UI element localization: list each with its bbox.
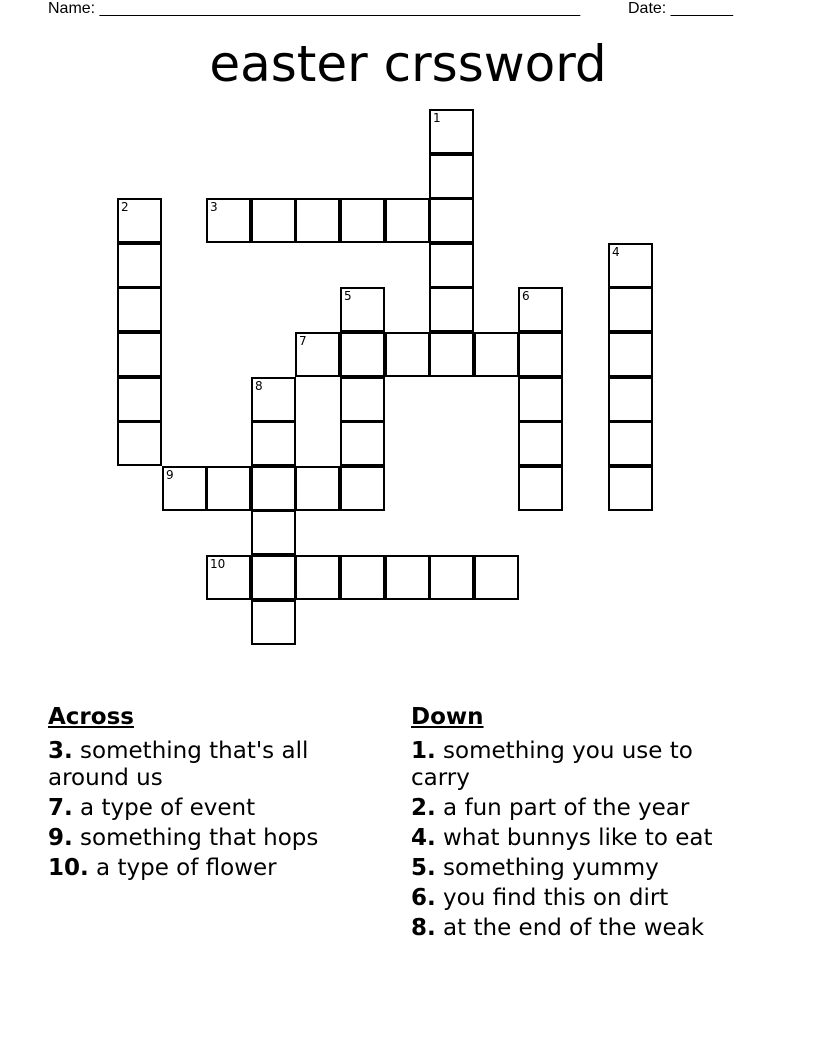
crossword-cell[interactable] [608,377,653,422]
crossword-cell[interactable] [608,243,653,288]
crossword-cell[interactable] [117,243,162,288]
cell-number: 1 [433,111,441,125]
crossword-cell[interactable] [385,555,430,600]
clue-text: something you use to carry [411,738,693,791]
crossword-cell[interactable] [162,466,207,511]
cell-number: 6 [522,289,530,303]
crossword-cell[interactable] [429,198,474,243]
down-clue-4 [411,825,731,852]
crossword-cell[interactable] [340,332,385,377]
crossword-cell[interactable] [518,332,563,377]
crossword-cell[interactable] [518,287,563,332]
clue-text: what bunnys like to eat [435,825,713,851]
crossword-cell[interactable] [206,466,251,511]
clue-number: 9. [48,825,73,851]
crossword-cell[interactable] [206,555,251,600]
crossword-cell[interactable] [474,332,519,377]
across-clue-10 [48,855,368,882]
name-field-label[interactable]: Name: ______________________________________________________ [48,0,581,17]
cell-number: 3 [210,200,218,214]
crossword-cell[interactable] [117,198,162,243]
crossword-cell[interactable] [340,287,385,332]
across-clues [48,702,368,885]
clue-number: 5. [411,855,436,881]
down-heading: Down [411,704,484,730]
crossword-cell[interactable] [518,466,563,511]
clue-number: 8. [411,915,436,941]
across-clue-3 [48,738,368,792]
cell-number: 9 [166,468,174,482]
crossword-cell[interactable] [206,198,251,243]
clue-text: at the end of the weak [435,915,705,941]
crossword-cell[interactable] [429,243,474,288]
date-field-label[interactable]: Date: _______ [628,0,733,17]
crossword-cell[interactable] [117,287,162,332]
crossword-cell[interactable] [117,421,162,466]
clue-text: a type of flower [88,855,277,881]
crossword-cell[interactable] [429,109,474,154]
crossword-cell[interactable] [340,421,385,466]
clue-text: you find this on dirt [435,885,669,911]
crossword-cell[interactable] [295,198,340,243]
crossword-cell[interactable] [251,198,296,243]
cell-number: 10 [210,557,226,571]
clue-number: 6. [411,885,436,911]
crossword-cell[interactable] [608,466,653,511]
crossword-cell[interactable] [429,332,474,377]
clue-text: something that's all around us [48,738,309,791]
crossword-cell[interactable] [295,332,340,377]
crossword-cell[interactable] [251,510,296,555]
clue-number: 2. [411,795,436,821]
crossword-cell[interactable] [117,332,162,377]
clue-number: 7. [48,795,73,821]
across-clue-9 [48,825,368,852]
clue-number: 3. [48,738,73,764]
cell-number: 5 [344,289,352,303]
crossword-cell[interactable] [251,600,296,645]
crossword-cell[interactable] [608,287,653,332]
crossword-cell[interactable] [251,466,296,511]
crossword-cell[interactable] [608,332,653,377]
crossword-cell[interactable] [518,377,563,422]
crossword-cell[interactable] [340,198,385,243]
down-clue-2 [411,795,731,822]
down-clue-5 [411,855,731,882]
crossword-cell[interactable] [429,154,474,199]
crossword-cell[interactable] [340,377,385,422]
clue-number: 1. [411,738,436,764]
clue-number: 4. [411,825,436,851]
crossword-cell[interactable] [295,555,340,600]
across-heading: Across [48,704,134,730]
crossword-cell[interactable] [474,555,519,600]
crossword-cell[interactable] [295,466,340,511]
page-title: easter crssword [209,35,607,93]
crossword-cell[interactable] [251,421,296,466]
crossword-cell[interactable] [251,377,296,422]
crossword-cell[interactable] [429,287,474,332]
cell-number: 7 [299,334,307,348]
clue-text: something yummy [435,855,659,881]
cell-number: 2 [121,200,129,214]
crossword-cell[interactable] [385,332,430,377]
across-clue-7 [48,795,368,822]
crossword-cell[interactable] [340,466,385,511]
down-clues [411,702,731,945]
crossword-cell[interactable] [340,555,385,600]
cell-number: 8 [255,379,263,393]
crossword-cell[interactable] [429,555,474,600]
cell-number: 4 [612,245,620,259]
crossword-cell[interactable] [117,377,162,422]
down-clue-6 [411,885,731,912]
clue-number: 10. [48,855,89,881]
crossword-cell[interactable] [385,198,430,243]
clue-text: something that hops [72,825,319,851]
clue-text: a fun part of the year [435,795,690,821]
crossword-cell[interactable] [518,421,563,466]
crossword-cell[interactable] [608,421,653,466]
crossword-cell[interactable] [251,555,296,600]
down-clue-1 [411,738,731,792]
down-clue-8 [411,915,731,942]
clue-text: a type of event [72,795,256,821]
